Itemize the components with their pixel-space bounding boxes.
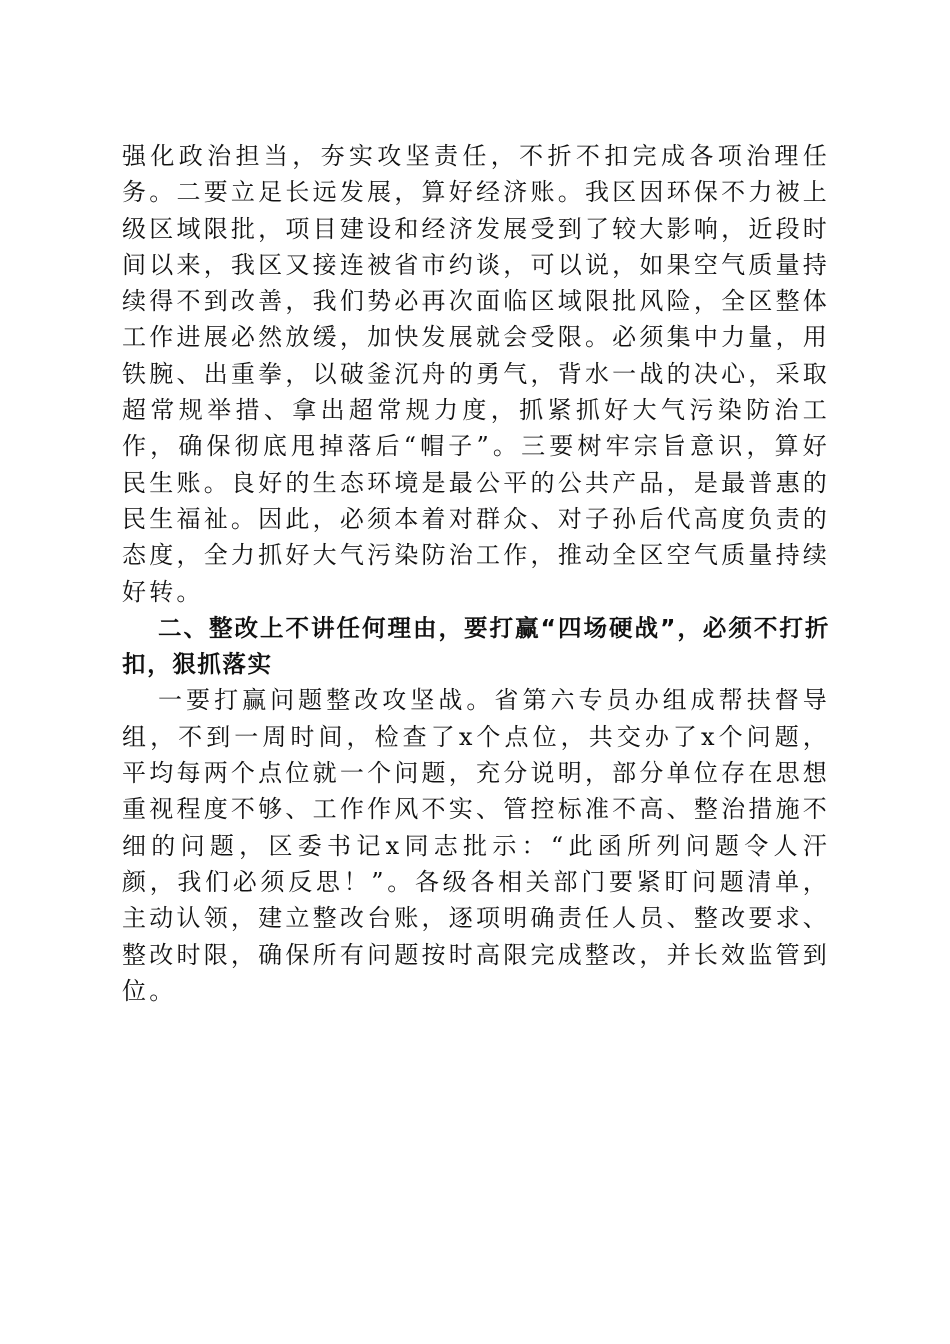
- section-heading: 二、整改上不讲任何理由，要打赢“四场硬战”，必须不打折扣，狠抓落实: [122, 613, 830, 679]
- paragraph-continuation: 强化政治担当，夯实攻坚责任，不折不扣完成各项治理任务。二要立足长远发展，算好经济账。我区因环保不力被上级区域限批，项目建设和经济发展受到了较大影响，近段时间以来，我区又接连被省市约谈，可以说，如果空气质量持续得不到改善，我们势必再次面临区域限批风险，全区整体工作进展必然放缓，加快发展就会受限。必须集中力量，用铁腕、出重拳，以破釜沉舟的勇气，背水一战的决心，采取超常规举措、拿出超常规力度，抓紧抓好大气污染防治工作，确保彻底甩掉落后“帽子”。三要树牢宗旨意识，算好民生账。良好的生态环境是最公平的公共产品，是最普惠的民生福祉。因此，必须本着对群众、对子孙后代高度负责的态度，全力抓好大气污染防治工作，推动全区空气质量持续好转。: [122, 142, 830, 606]
- paragraph-rectification: 一要打赢问题整改攻坚战。省第六专员办组成帮扶督导组，不到一周时间，检查了x个点位，共交办了x个问题，平均每两个点位就一个问题，充分说明，部分单位存在思想重视程度不够、工作作风不实、管控标准不高、整治措施不细的问题，区委书记x同志批示：“此函所列问题令人汗颜，我们必须反思！”。各级各相关部门要紧盯问题清单，主动认领，建立整改台账，逐项明确责任人员、整改要求、整改时限，确保所有问题按时高限完成整改，并长效监管到位。: [122, 686, 830, 1005]
- document-body: [122, 138, 830, 1009]
